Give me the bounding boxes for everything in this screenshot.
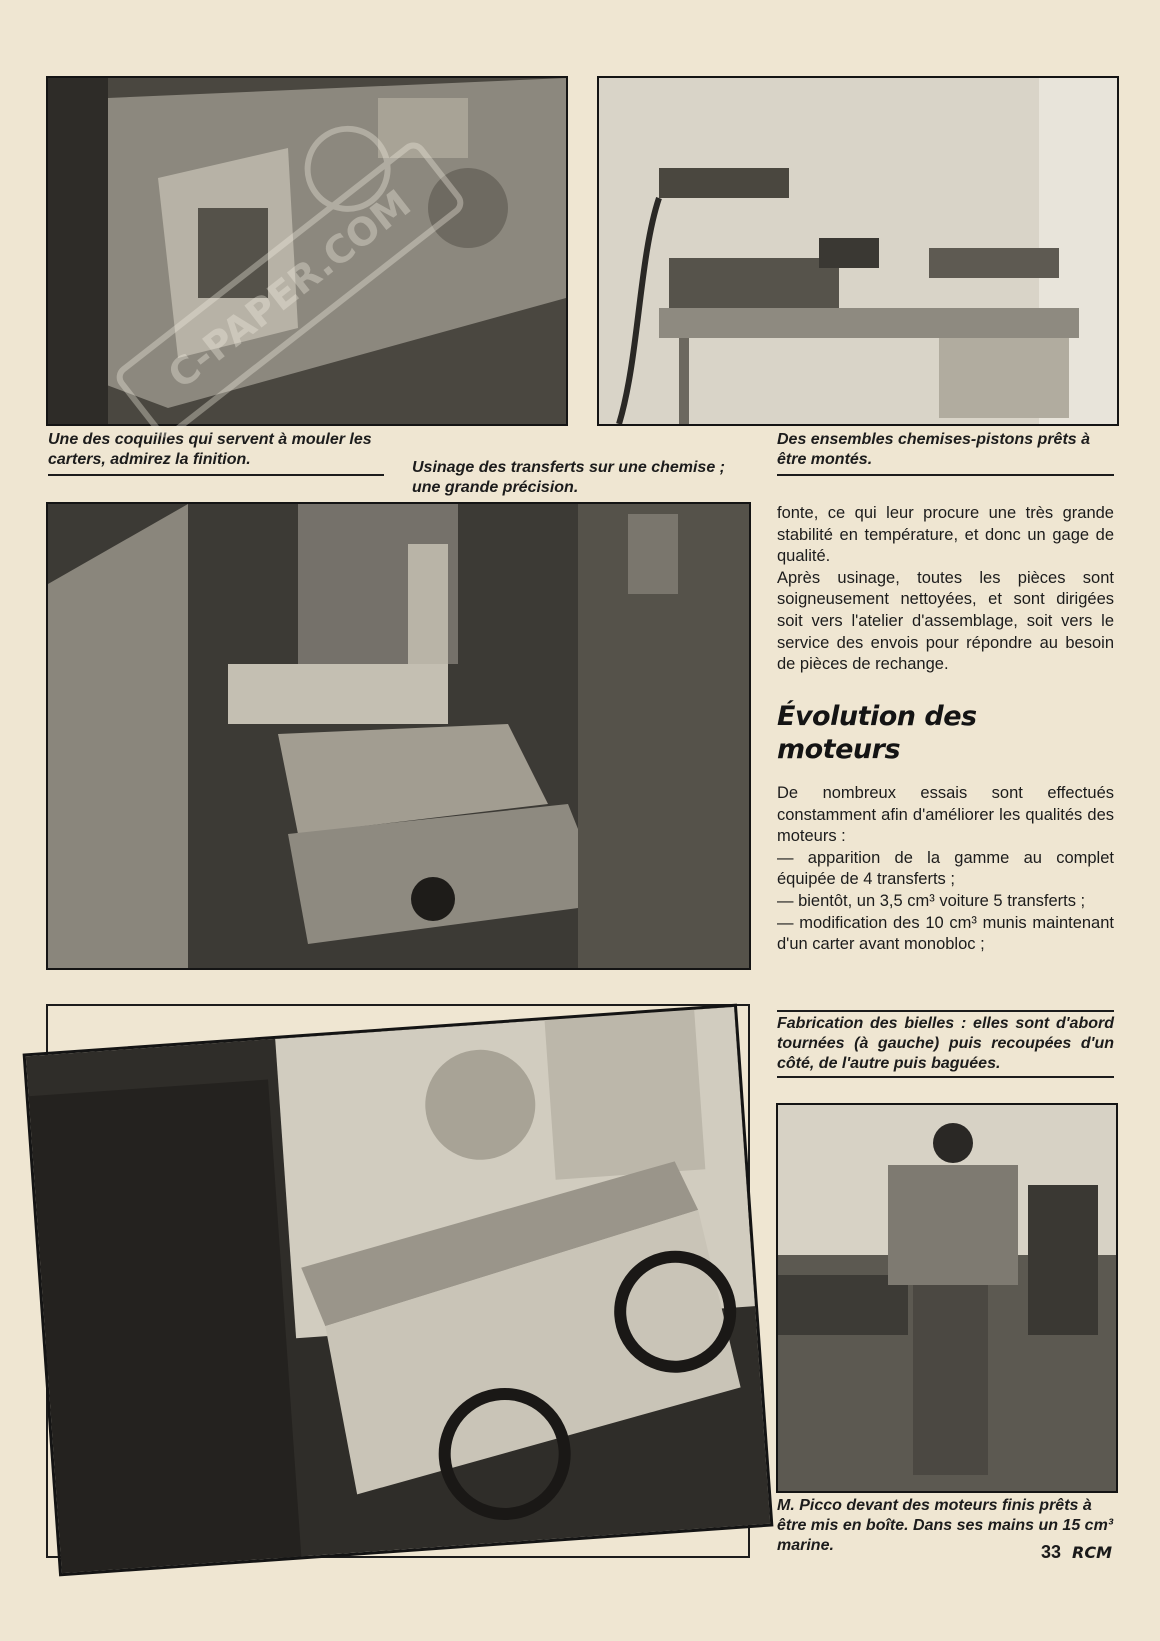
caption-picco: M. Picco devant des moteurs finis prêts à être mis en boîte. Dans ses mains un 15 cm³ marine. — [777, 1497, 1114, 1554]
magazine-name: RCM — [1072, 1543, 1112, 1562]
caption-ensembles: Des ensembles chemises-pistons prêts à être montés. — [777, 431, 1091, 468]
article-paragraph — [777, 783, 1114, 956]
watermark-text: C-PAPER.COM — [159, 181, 419, 398]
paragraph-stabilite: fonte, ce qui leur procure une très grande stabilité en température, et donc un gage de qualité. — [777, 504, 1114, 566]
page-number: 33 — [1040, 1542, 1061, 1562]
caption-bielles: Fabrication des bielles : elles sont d'abord tournées (à gauche) puis recoupées d'un côté, de l'autre puis baguées. — [777, 1015, 1114, 1072]
caption-transferts: Usinage des transferts sur une chemise ; une grande précision. — [412, 459, 725, 496]
heading-line: Évolution des — [777, 701, 977, 732]
list-item: — apparition de la gamme au complet équipée de 4 transferts ; — [777, 848, 1114, 889]
caption-rule — [48, 474, 384, 476]
caption-rule — [777, 1076, 1114, 1078]
caption-rule — [777, 1010, 1114, 1012]
caption-coquilles: Une des coquilles qui servent à mouler les carters, admirez la finition. — [48, 431, 372, 468]
photo-usinage-transferts — [46, 502, 751, 970]
watermark-stamp — [80, 120, 500, 460]
article-paragraph — [777, 503, 1114, 676]
paragraph-usinage: Après usinage, toutes les pièces sont soigneusement nettoyées, et sont dirigées soit vers l'atelier d'assemblage, soit vers le service des envois pour répondre au besoin de pièces de rechange. — [777, 568, 1114, 674]
section-heading — [777, 700, 1114, 766]
heading-line: moteurs — [777, 734, 901, 765]
photo-ensembles — [597, 76, 1119, 426]
list-item: — modification des 10 cm³ munis maintenant d'un carter avant monobloc ; — [777, 913, 1114, 954]
photo-picco — [776, 1103, 1118, 1493]
page-folio — [1041, 1542, 1112, 1563]
caption-rule — [777, 474, 1114, 476]
paragraph-essais: De nombreux essais sont effectués constamment afin d'améliorer les qualités des moteurs : — [777, 784, 1114, 846]
list-item: — bientôt, un 3,5 cm³ voiture 5 transferts ; — [777, 891, 1086, 910]
photo-fabrication-bielles — [23, 1004, 774, 1577]
